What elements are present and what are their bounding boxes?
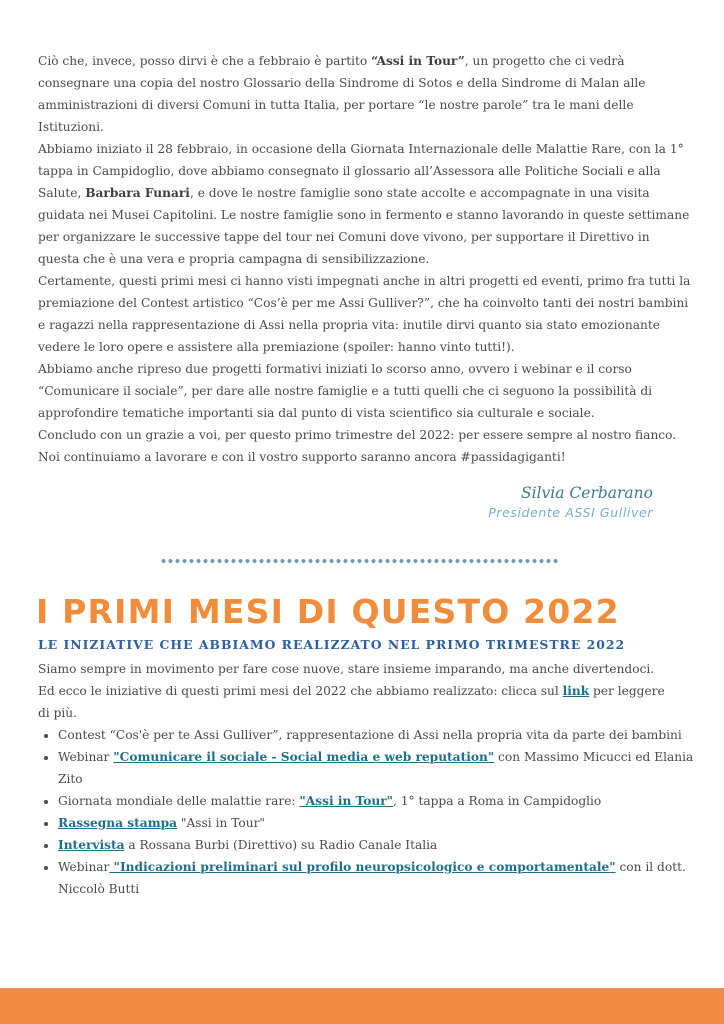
text: Ciò che, invece, posso dirvi è che a febbraio è partito [38,54,372,68]
paragraph: Noi continuiamo a lavorare e con il vostro supporto saranno ancora #passidagiganti! [38,450,566,464]
paragraph: Certamente, questi primi mesi ci hanno visti impegnati anche in altri progetti ed eventi, primo fra tutti la premiazione del Contest artistico “Cos’è per me Assi Gulliver?”, che ha coinvolto tanti dei nostri bambini e ragazzi nella rappresentazione di Assi nella propria vita: inutile dirvi quanto sia stato emozionante vedere le loro opere e assistere alla premiazione (spoiler: hanno vinto tutti!). [38,274,691,354]
list-item [58,834,708,856]
footer-bar [0,988,724,1024]
list-item [58,812,708,834]
intro-line [38,680,668,724]
text: , un progetto che ci vedrà consegnare una copia del nostro Glossario della Sindrome di Sotos e della Sindrome di Malan alle amministrazioni di diversi Comuni in tutta Italia, per portare “le nostre parole” tra le mani delle Istituzioni. [38,54,646,134]
bold-text: Barbara Funari [85,186,190,200]
section-title: I PRIMI MESI DI QUESTO 2022 [36,592,620,631]
text: Webinar [58,860,110,874]
paragraph [38,50,692,138]
list-item [58,746,708,790]
letter-body [38,50,692,468]
text: a Rossana Burbi (Direttivo) su Radio Canale Italia [124,838,438,852]
bold-text: “Assi in Tour” [371,54,465,68]
text: per leggere di più. [38,684,665,720]
paragraph: Concludo con un grazie a voi, per questo primo trimestre del 2022: per essere sempre al nostro fianco. [38,428,677,442]
read-more-link[interactable]: link [562,684,590,698]
text: , 1° tappa a Roma in Campidoglio [393,794,602,808]
list-item [58,724,708,746]
dotted-divider [160,558,560,564]
list-item [58,856,708,900]
text: Webinar [58,750,114,764]
text: Giornata mondiale delle malattie rare: [58,794,300,808]
text: con il dott. Niccolò Butti [58,860,686,896]
signature [488,482,653,522]
paragraph [38,138,692,270]
section-intro [38,658,668,724]
interview-link[interactable]: Intervista [58,838,125,852]
text: Contest “Cos'è per te Assi Gulliver”, rappresentazione di Assi nella propria vita da parte dei bambini [58,728,682,742]
text: Abbiamo iniziato il 28 febbraio, in occasione della Giornata Internazionale delle Malattie Rare, con la 1° tappa in Campidoglio, dove abbiamo consegnato il glossario all’Assessora alle Politiche Sociali e alla Salute, [38,142,684,200]
text: Ed ecco le iniziative di questi primi mesi del 2022 che abbiamo realizzato: clicca sul [38,684,563,698]
signature-role: Presidente ASSI Gulliver [488,505,653,520]
text: , e dove le nostre famiglie sono state accolte e accompagnate in una visita guidata nei Musei Capitolini. Le nostre famiglie sono in fermento e stanno lavorando in queste settimane per organizzare le successive tappe del tour nei Comuni dove vivono, per supportare il Direttivo in questa che è una vera e propria campagna di sensibilizzazione. [38,186,690,266]
text: con Massimo Micucci ed Elania Zito [58,750,694,786]
list-item [58,790,708,812]
press-review-link[interactable]: Rassegna stampa [58,816,178,830]
signature-name: Silvia Cerbarano [521,484,653,502]
assi-in-tour-link[interactable]: "Assi in Tour" [299,794,393,808]
initiatives-list [38,724,708,900]
webinar-neuropsych-link[interactable]: "Indicazioni preliminari sul profilo neuropsicologico e comportamentale" [109,860,616,874]
intro-line: Siamo sempre in movimento per fare cose nuove, stare insieme imparando, ma anche divertendoci. [38,662,655,676]
webinar-social-media-link[interactable]: "Comunicare il sociale - Social media e web reputation" [113,750,495,764]
section-subtitle: LE INIZIATIVE CHE ABBIAMO REALIZZATO NEL PRIMO TRIMESTRE 2022 [38,637,626,652]
paragraph: Abbiamo anche ripreso due progetti formativi iniziati lo scorso anno, ovvero i webinar e il corso “Comunicare il sociale”, per dare alle nostre famiglie e a tutti quelli che ci seguono la possibilità di approfondire tematiche importanti sia dal punto di vista scientifico sia culturale e sociale. [38,362,653,420]
text: "Assi in Tour" [177,816,265,830]
